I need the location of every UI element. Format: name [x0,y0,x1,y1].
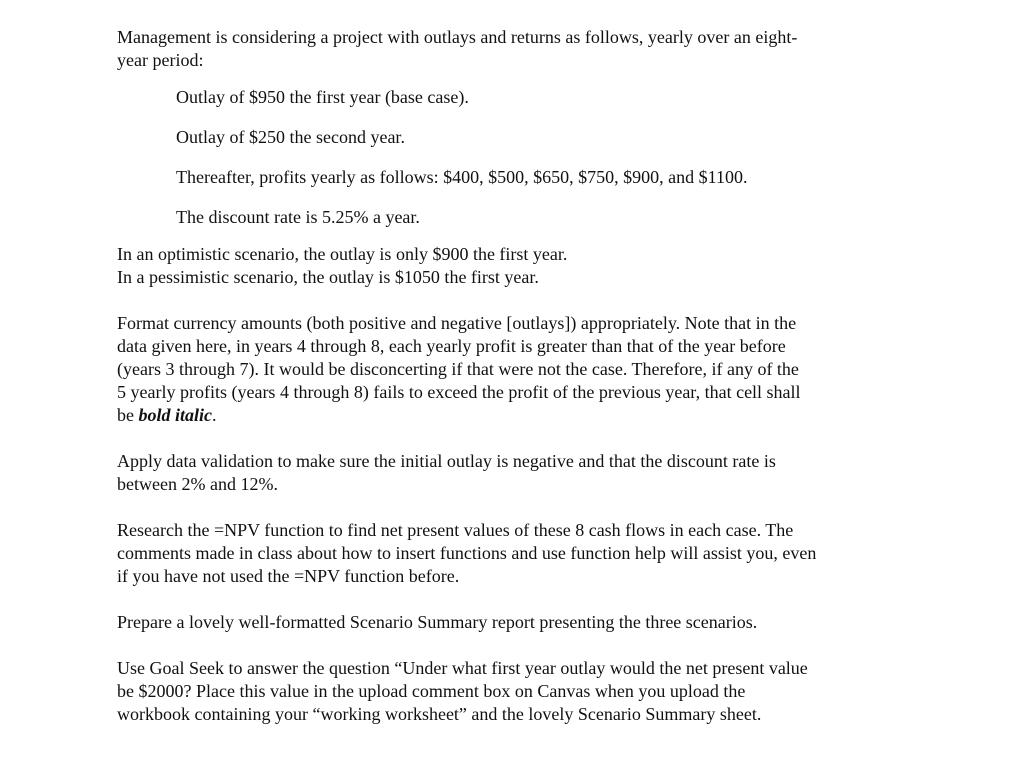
scenario-optimistic: In an optimistic scenario, the outlay is only $900 the first year. [117,244,568,264]
document-page [117,26,907,726]
npv-line-2: comments made in class about how to insert functions and use function help will assist you, even [117,543,817,563]
summary-paragraph: Prepare a lovely well-formatted Scenario Summary report presenting the three scenarios. [117,612,758,632]
npv-line-3: if you have not used the =NPV function before. [117,566,460,586]
scenario-pessimistic: In a pessimistic scenario, the outlay is $1050 the first year. [117,267,539,287]
goalseek-paragraph [117,657,907,726]
format-line-2: data given here, in years 4 through 8, each yearly profit is greater than that of the year before [117,336,786,356]
format-line-5 [117,404,907,427]
format-line-5-prefix: be [117,405,139,425]
item-outlay-second-year: Outlay of $250 the second year. [176,127,405,147]
validation-paragraph [117,450,907,496]
item-discount-rate: The discount rate is 5.25% a year. [176,207,420,227]
format-line-4: 5 yearly profits (years 4 through 8) fails to exceed the profit of the previous year, that cell shall [117,382,801,402]
goalseek-line-3: workbook containing your “working worksheet” and the lovely Scenario Summary sheet. [117,704,762,724]
npv-paragraph [117,519,907,588]
goalseek-line-2: be $2000? Place this value in the upload comment box on Canvas when you upload the [117,681,746,701]
intro-line-1: Management is considering a project with outlays and returns as follows, yearly over an eight- [117,27,798,47]
format-line-3: (years 3 through 7). It would be disconcerting if that were not the case. Therefore, if any of the [117,359,799,379]
format-line-5-suffix: . [212,405,217,425]
format-paragraph [117,312,907,427]
npv-line-1: Research the =NPV function to find net present values of these 8 cash flows in each case. The [117,520,794,540]
goalseek-line-1: Use Goal Seek to answer the question “Under what first year outlay would the net present value [117,658,808,678]
item-outlay-first-year: Outlay of $950 the first year (base case). [176,87,469,107]
bold-italic-emphasis: bold italic [138,405,212,425]
validation-line-1: Apply data validation to make sure the initial outlay is negative and that the discount rate is [117,451,776,471]
validation-line-2: between 2% and 12%. [117,474,278,494]
intro-line-2: year period: [117,50,204,70]
format-line-1: Format currency amounts (both positive and negative [outlays]) appropriately. Note that in the [117,313,797,333]
item-profits: Thereafter, profits yearly as follows: $400, $500, $650, $750, $900, and $1100. [176,167,748,187]
